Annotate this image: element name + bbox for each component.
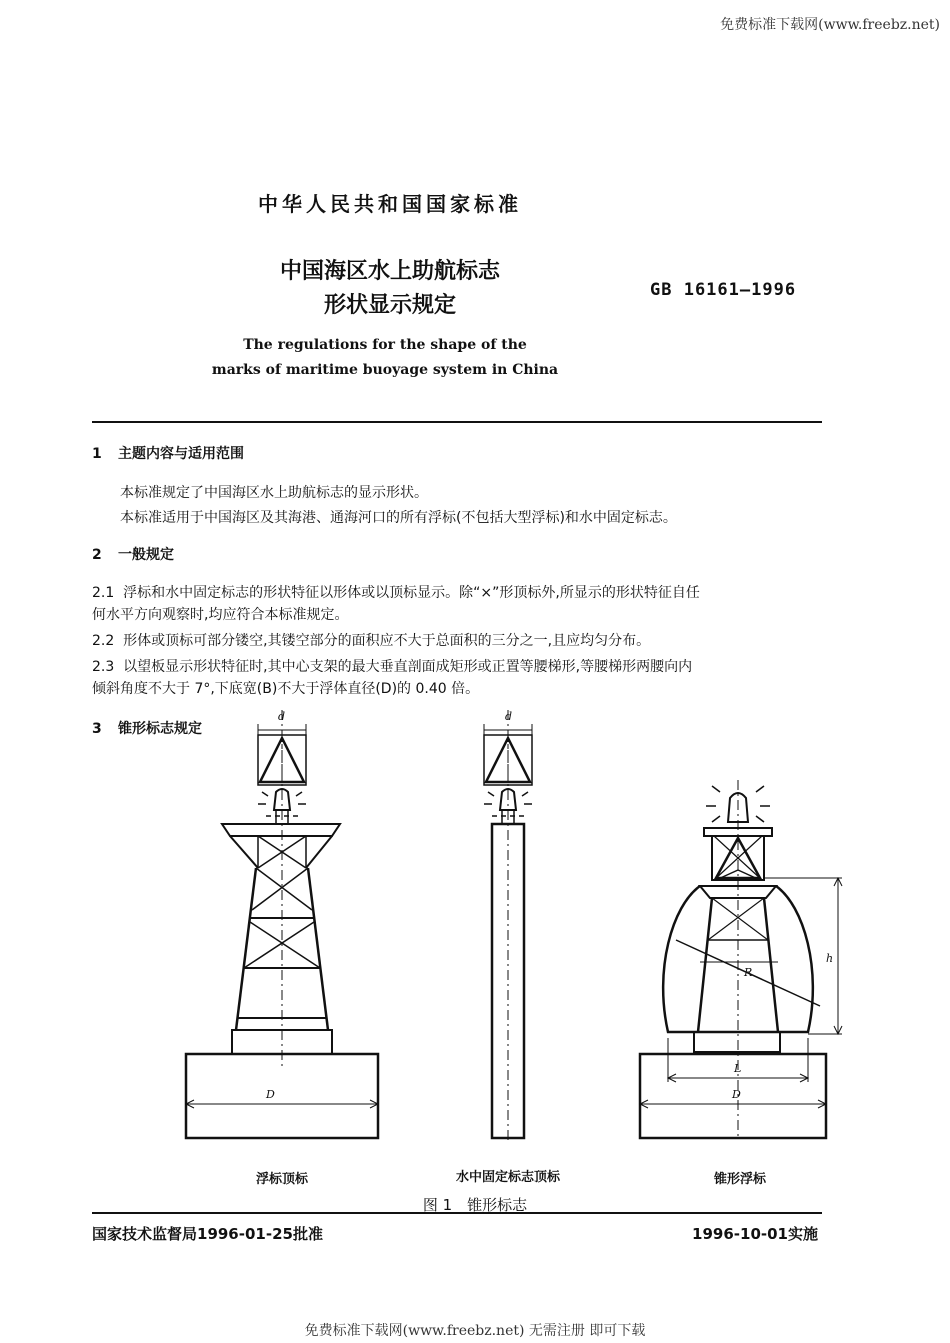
section-title: 一般规定 xyxy=(118,547,174,563)
clause-text: 以望板显示形状特征时,其中心支架的最大垂直剖面成矩形或正置等腰梯形,等腰梯形两腰向内 xyxy=(123,659,693,675)
section-title: 锥形标志规定 xyxy=(118,721,202,737)
title-en-line2: marks of maritime buoyage system in China xyxy=(211,362,559,378)
watermark-top: 免费标准下载网(www.freebz.net) xyxy=(720,17,940,33)
clause-2-3 xyxy=(92,656,827,700)
clause-text: 浮标和水中固定标志的形状特征以形体或以顶标显示。除“×”形顶标外,所显示的形状特征自任 xyxy=(123,585,700,601)
fixed-mark-topmark-drawing xyxy=(484,710,532,1140)
section-1-para-1: 本标准规定了中国海区水上助航标志的显示形状。 xyxy=(120,485,428,501)
section-1-heading xyxy=(92,443,244,463)
clause-text-cont: 倾斜角度不大于 7°,下底宽(B)不大于浮体直径(D)的 0.40 倍。 xyxy=(92,681,480,697)
clause-text-cont: 何水平方向观察时,均应符合本标准规定。 xyxy=(92,607,349,623)
title-cn-line1: 中国海区水上助航标志 xyxy=(279,259,500,284)
section-number: 3 xyxy=(92,721,102,737)
clause-2-2 xyxy=(92,630,827,652)
section-number: 2 xyxy=(92,547,102,563)
dim-label-h: h xyxy=(826,952,834,965)
title-en-line1: The regulations for the shape of the xyxy=(243,337,527,353)
footer-divider xyxy=(92,1212,822,1214)
implementation-date: 1996-10-01实施 xyxy=(692,1225,818,1243)
dim-label-L: L xyxy=(734,1062,742,1075)
national-standard-heading: 中华人民共和国国家标准 xyxy=(258,192,522,216)
dim-label-d: d xyxy=(505,710,513,723)
dim-label-D: D xyxy=(732,1088,741,1101)
section-2-heading xyxy=(92,544,174,564)
dim-label-D: D xyxy=(266,1088,275,1101)
standard-code: GB 16161—1996 xyxy=(650,280,797,300)
buoy-topmark-drawing xyxy=(186,710,378,1138)
section-1-para-2: 本标准适用于中国海区及其海港、通海河口的所有浮标(不包括大型浮标)和水中固定标志。 xyxy=(120,510,677,526)
clause-text: 形体或顶标可部分镂空,其镂空部分的面积应不大于总面积的三分之一,且应均匀分布。 xyxy=(123,633,651,649)
figure-1-drawing xyxy=(0,700,950,1170)
title-cn-line2: 形状显示规定 xyxy=(323,293,456,318)
dim-label-d: d xyxy=(278,710,286,723)
watermark-bottom: 免费标准下载网(www.freebz.net) 无需注册 即可下载 xyxy=(304,1323,646,1339)
caption-buoy-topmark: 浮标顶标 xyxy=(255,1172,308,1187)
figure-title: 图 1 锥形标志 xyxy=(422,1196,528,1214)
clause-2-1 xyxy=(92,582,827,626)
section-number: 1 xyxy=(92,446,102,462)
caption-conical-buoy: 锥形浮标 xyxy=(713,1172,766,1187)
clause-label: 2.3 xyxy=(92,659,115,675)
conical-buoy-drawing xyxy=(640,780,842,1140)
header-divider xyxy=(92,421,822,423)
approval-date: 国家技术监督局1996-01-25批准 xyxy=(92,1225,323,1243)
caption-fixed-mark-topmark: 水中固定标志顶标 xyxy=(455,1170,560,1185)
clause-label: 2.2 xyxy=(92,633,115,649)
dim-label-R: R xyxy=(744,966,753,979)
section-title: 主题内容与适用范围 xyxy=(118,446,244,462)
clause-label: 2.1 xyxy=(92,585,115,601)
